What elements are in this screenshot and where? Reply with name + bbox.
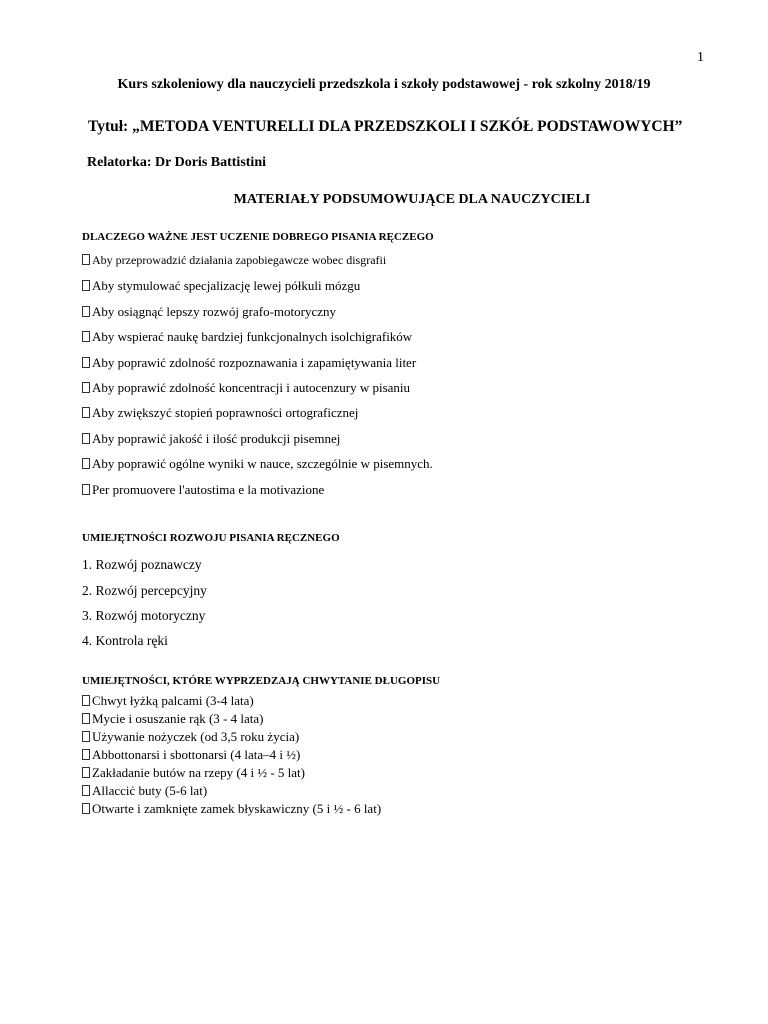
bullet-icon xyxy=(82,749,90,760)
bullet-icon xyxy=(82,713,90,724)
bullet-icon xyxy=(82,767,90,778)
section-heading-handwriting-skills: UMIEJĘTNOŚCI ROZWOJU PISANIA RĘCZNEGO xyxy=(82,532,340,544)
list-item xyxy=(82,783,207,799)
list-item-text: Mycie i osuszanie rąk (3 - 4 lata) xyxy=(92,711,264,726)
page-number: 1 xyxy=(697,50,704,65)
bullet-icon xyxy=(82,695,90,706)
list-item xyxy=(82,380,410,396)
list-item xyxy=(82,482,324,498)
bullet-icon xyxy=(82,254,90,265)
bullet-icon xyxy=(82,407,90,418)
list-item xyxy=(82,456,433,472)
list-item-text: Allacciċ buty (5-6 lat) xyxy=(92,783,208,798)
bullet-icon xyxy=(82,458,90,469)
bullet-icon xyxy=(82,433,90,444)
list-item-text: Aby poprawić ogólne wyniki w nauce, szczególnie w pisemnych. xyxy=(92,456,433,471)
bullet-icon xyxy=(82,306,90,317)
list-item xyxy=(82,253,386,268)
materials-title: MATERIAŁY PODSUMOWUJĄCE DLA NAUCZYCIELI xyxy=(233,192,591,207)
list-item-text: Aby poprawić zdolność rozpoznawania i zapamiętywania liter xyxy=(92,355,417,370)
list-item-text: Aby zwiększyć stopień poprawności ortograficznej xyxy=(92,405,359,420)
list-item xyxy=(82,801,381,817)
list-item-text: Aby stymulować specjalizację lewej półkuli mózgu xyxy=(92,278,361,293)
list-item-text: Chwyt łyżką palcami (3-4 lata) xyxy=(92,693,254,708)
list-item xyxy=(82,278,360,294)
list-item-text: Otwarte i zamknięte zamek błyskawiczny (5 i ½ - 6 lat) xyxy=(92,801,382,816)
bullet-icon xyxy=(82,280,90,291)
list-item-text: Aby poprawić zdolność koncentracji i autocenzury w pisaniu xyxy=(92,380,411,395)
list-item xyxy=(82,355,416,371)
numbered-item: 1. Rozwój poznawczy xyxy=(82,557,202,572)
section-heading-pre-pen-skills: UMIEJĘTNOŚCI, KTÓRE WYPRZEDZAJĄ CHWYTANIE DŁUGOPISU xyxy=(82,675,441,687)
list-item xyxy=(82,729,299,745)
list-item-text: Zakładanie butów na rzepy (4 i ½ - 5 lat) xyxy=(92,765,305,780)
bullet-icon xyxy=(82,357,90,368)
bullet-icon xyxy=(82,731,90,742)
course-title: Kurs szkoleniowy dla nauczycieli przedszkola i szkoły podstawowej - rok szkolny 2018/19 xyxy=(117,77,651,92)
list-item-text: Aby poprawić jakość i ilość produkcji pisemnej xyxy=(92,431,341,446)
bullet-icon xyxy=(82,803,90,814)
list-item xyxy=(82,747,300,763)
list-item-text: Aby osiągnąć lepszy rozwój grafo-motoryczny xyxy=(92,304,337,319)
list-item-text: Per promuovere l'autostima e la motivazione xyxy=(92,482,325,497)
list-item-text: Abbottonarsi i sbottonarsi (4 lata–4 i ½) xyxy=(92,747,301,762)
list-item xyxy=(82,711,263,727)
numbered-item: 2. Rozwój percepcyjny xyxy=(82,583,207,598)
bullet-icon xyxy=(82,331,90,342)
numbered-item: 3. Rozwój motoryczny xyxy=(82,608,206,623)
list-item xyxy=(82,431,340,447)
list-item-text: Używanie nożyczek (od 3,5 roku życia) xyxy=(92,729,300,744)
document-title: Tytuł: „METODA VENTURELLI DLA PRZEDSZKOLI I SZKÓŁ PODSTAWOWYCH” xyxy=(88,118,683,135)
list-item-text: Aby przeprowadzić działania zapobiegawcze wobec disgrafii xyxy=(92,253,387,267)
numbered-item: 4. Kontrola ręki xyxy=(82,633,168,648)
speaker-line: Relatorka: Dr Doris Battistini xyxy=(87,155,266,170)
list-item xyxy=(82,329,412,345)
bullet-icon xyxy=(82,484,90,495)
list-item xyxy=(82,405,358,421)
list-item xyxy=(82,304,336,320)
bullet-icon xyxy=(82,785,90,796)
section-heading-why-handwriting: DLACZEGO WAŻNE JEST UCZENIE DOBREGO PISANIA RĘCZEGO xyxy=(82,231,434,243)
list-item xyxy=(82,693,254,709)
list-item xyxy=(82,765,305,781)
list-item-text: Aby wspierać naukę bardziej funkcjonalnych isolchigrafików xyxy=(92,329,413,344)
bullet-icon xyxy=(82,382,90,393)
